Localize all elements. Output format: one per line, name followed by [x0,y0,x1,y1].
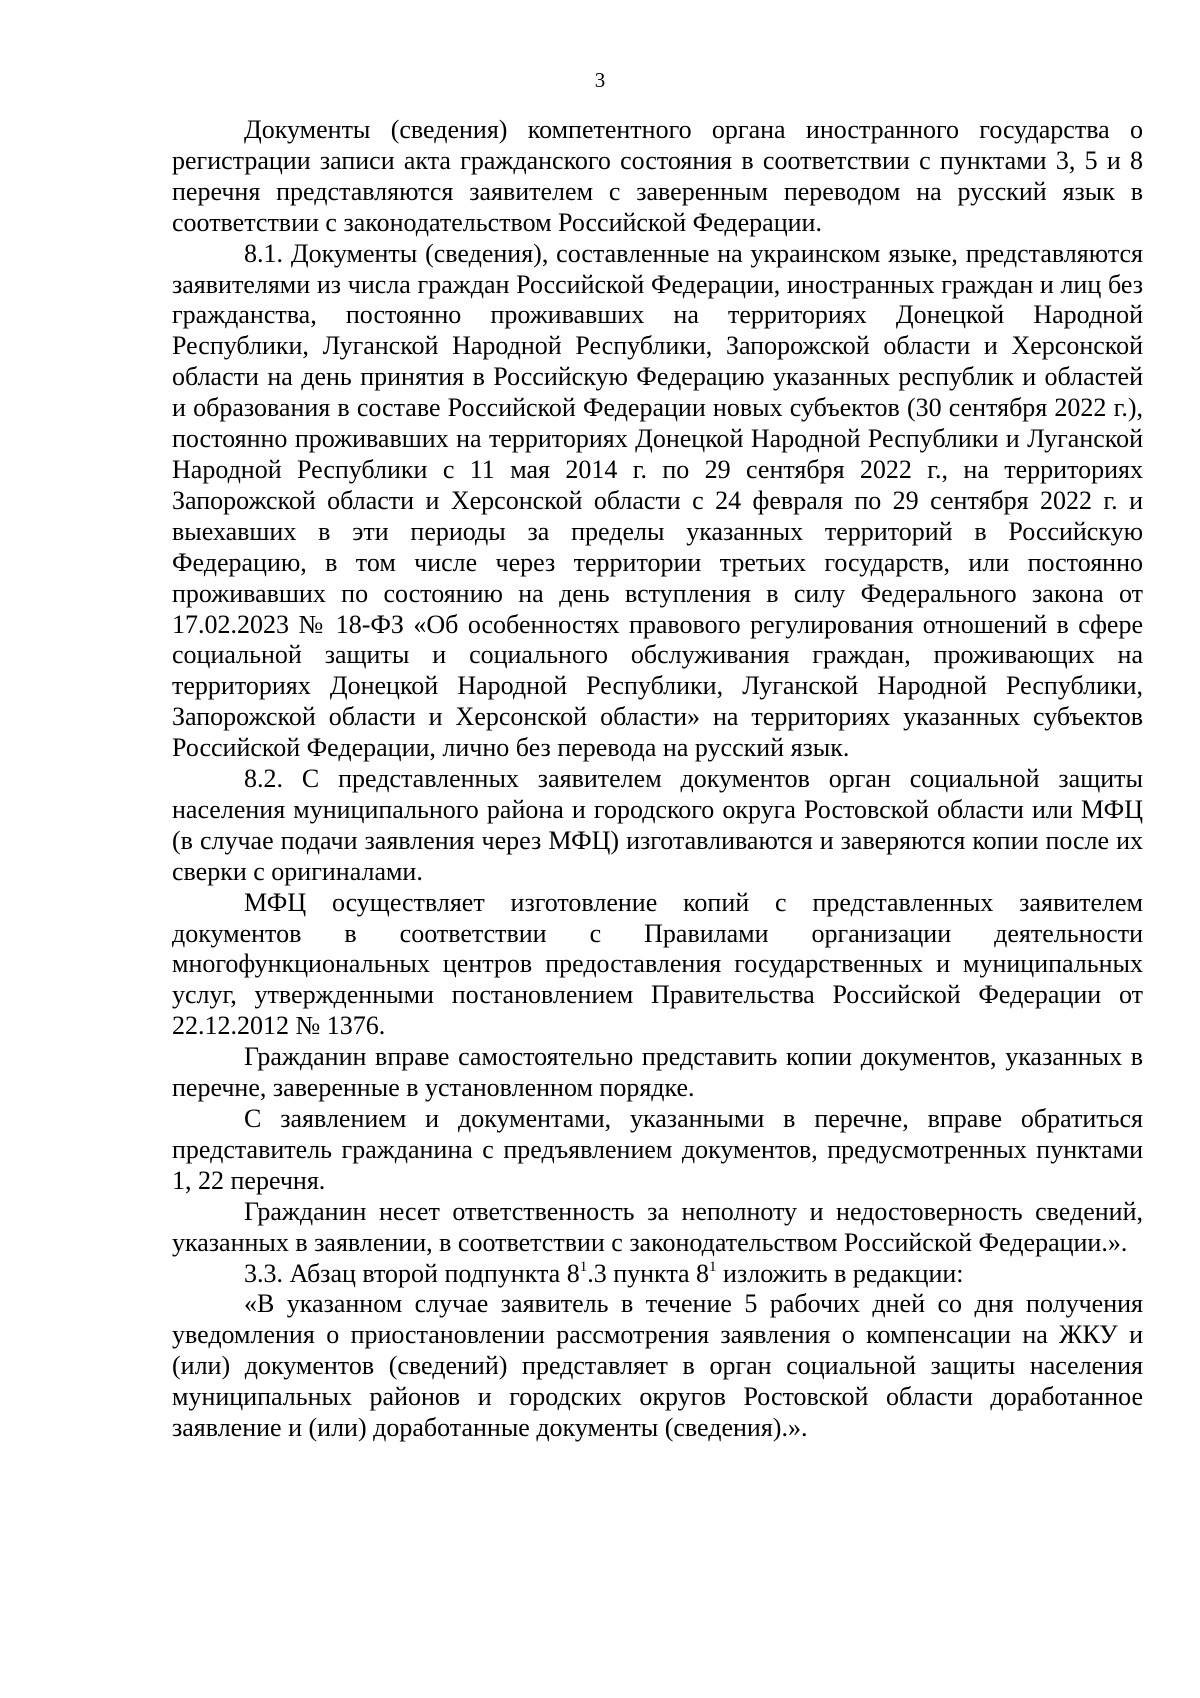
paragraph-amendment-3-3 [172,1259,1143,1290]
amendment-text-part1: 3.3. Абзац второй подпункта 8 [244,1258,580,1288]
paragraph-citizen-copies: Гражданин вправе самостоятельно представить копии документов, указанных в перечне, заверенные в установленном порядке. [172,1042,1143,1103]
paragraph-8-2: 8.2. С представленных заявителем документов орган социальной защиты населения муниципального района и городского округа Ростовской области или МФЦ (в случае подачи заявления через МФЦ) изготавливаются и заверяются копии после их сверки с оригиналами. [172,764,1143,886]
page-number: 3 [594,68,606,92]
paragraph-representative: С заявлением и документами, указанными в перечне, вправе обратиться представитель гражданина с предъявлением документов, предусмотренных пунктами 1, 22 перечня. [172,1104,1143,1195]
amendment-superscript-2: 1 [709,1258,717,1275]
paragraph-8-1: 8.1. Документы (сведения), составленные на украинском языке, представляются заявителями из числа граждан Российской Федерации, иностранных граждан и лиц без гражданства, постоянно проживавших на территориях Донецкой Народной Республики, Луганской Народной Республики, Запорожской области и Херсонской области на день принятия в Российскую Федерацию указанных республик и областей и образования в составе Российской Федерации новых субъектов (30 сентября 2022 г.), постоянно проживавших на территориях Донецкой Народной Республики и Луганской Народной Республики с 11 мая 2014 г. по 29 сентября 2022 г., на территориях Запорожской области и Херсонской области с 24 февраля по 29 сентября 2022 г. и выехавших в эти периоды за пределы указанных территорий в Российскую Федерацию, в том числе через территории третьих государств, или постоянно проживавших по состоянию на день вступления в силу Федерального закона от 17.02.2023 № 18-ФЗ «Об особенностях правового регулирования отношений в сфере социальной защиты и социального обслуживания граждан, проживающих на территориях Донецкой Народной Республики, Луганской Народной Республики, Запорожской области и Херсонской области» на территориях указанных субъектов Российской Федерации, лично без перевода на русский язык. [172,238,1143,763]
amendment-text-part2: .3 пункта 8 [587,1258,710,1288]
paragraph-foreign-documents: Документы (сведения) компетентного органа иностранного государства о регистрации записи акта гражданского состояния в соответствии с пунктами 3, 5 и 8 перечня представляются заявителем с заверенным переводом на русский язык в соответствии с законодательством Российской Федерации. [172,115,1143,237]
paragraph-mfc-copies: МФЦ осуществляет изготовление копий с представленных заявителем документов в соответствии с Правилами организации деятельности многофункциональных центров предоставления государственных и муниципальных услуг, утвержденными постановлением Правительства Российской Федерации от 22.12.2012 № 1376. [172,887,1143,1041]
paragraph-responsibility: Гражданин несет ответственность за неполноту и недостоверность сведений, указанных в заявлении, в соответствии с законодательством Российской Федерации.». [172,1196,1143,1257]
paragraph-new-wording: «В указанном случае заявитель в течение 5 рабочих дней со дня получения уведомления о приостановлении рассмотрения заявления о компенсации на ЖКУ и (или) документов (сведений) представляет в орган социальной защиты населения муниципальных районов и городских округов Ростовской области доработанное заявление и (или) доработанные документы (сведения).». [172,1289,1143,1443]
document-body [172,115,1143,1444]
amendment-superscript-1: 1 [579,1258,588,1275]
amendment-text-part3: изложить в редакции: [716,1258,964,1288]
